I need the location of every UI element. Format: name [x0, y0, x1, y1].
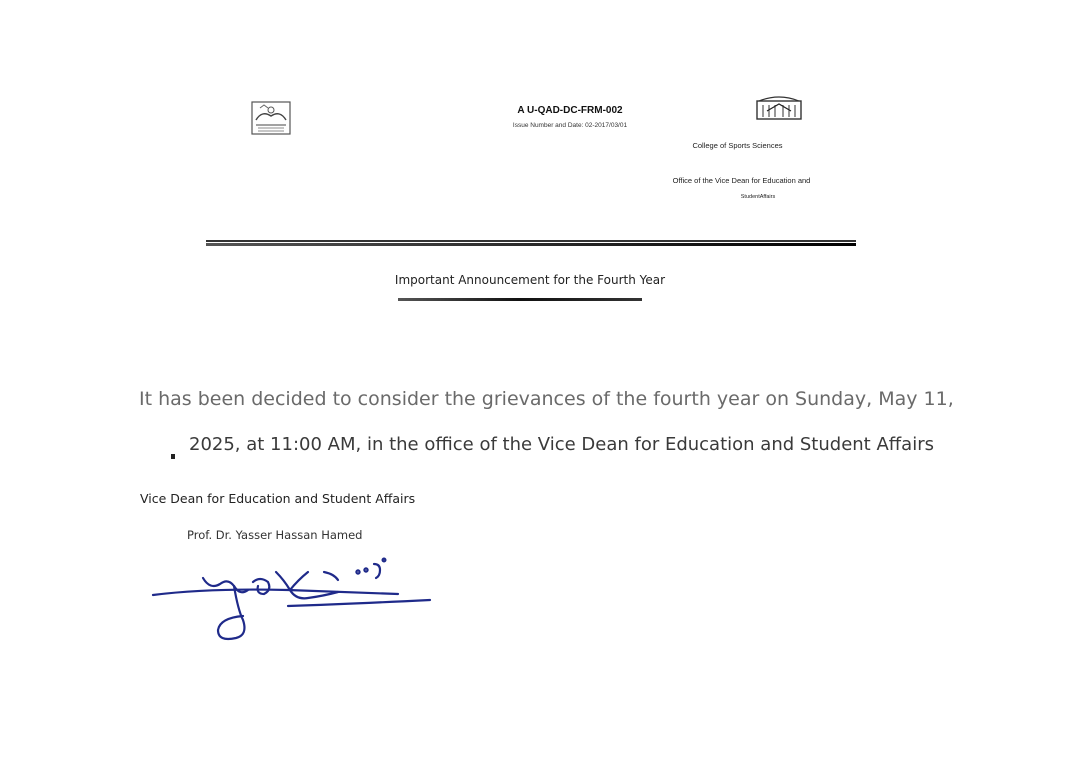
form-code: A U-QAD-DC-FRM-002: [517, 105, 623, 116]
announcement-body-line2: 2025, at 11:00 AM, in the office of the Vice Dean for Education and Student Affairs: [189, 434, 934, 455]
college-building-icon: [755, 95, 803, 121]
title-underline: [398, 298, 642, 301]
announcement-body-line1: It has been decided to consider the grievances of the fourth year on Sunday, May 11,: [139, 388, 954, 410]
university-seal-icon: [250, 100, 292, 136]
handwritten-signature: [148, 550, 438, 645]
bullet-dot: [171, 454, 175, 459]
issue-info: Issue Number and Date: 02-2017/03/01: [512, 122, 628, 129]
office-name-line1: Office of the Vice Dean for Education and: [672, 176, 811, 185]
signer-name: Prof. Dr. Yasser Hassan Hamed: [187, 528, 363, 542]
college-name: College of Sports Sciences: [692, 141, 783, 150]
header-divider-top: [206, 240, 856, 242]
office-name-line2: StudentAffairs: [740, 194, 776, 200]
signer-title: Vice Dean for Education and Student Affairs: [140, 491, 416, 506]
announcement-title: Important Announcement for the Fourth Year: [394, 273, 666, 287]
header-divider-bottom: [206, 243, 856, 246]
